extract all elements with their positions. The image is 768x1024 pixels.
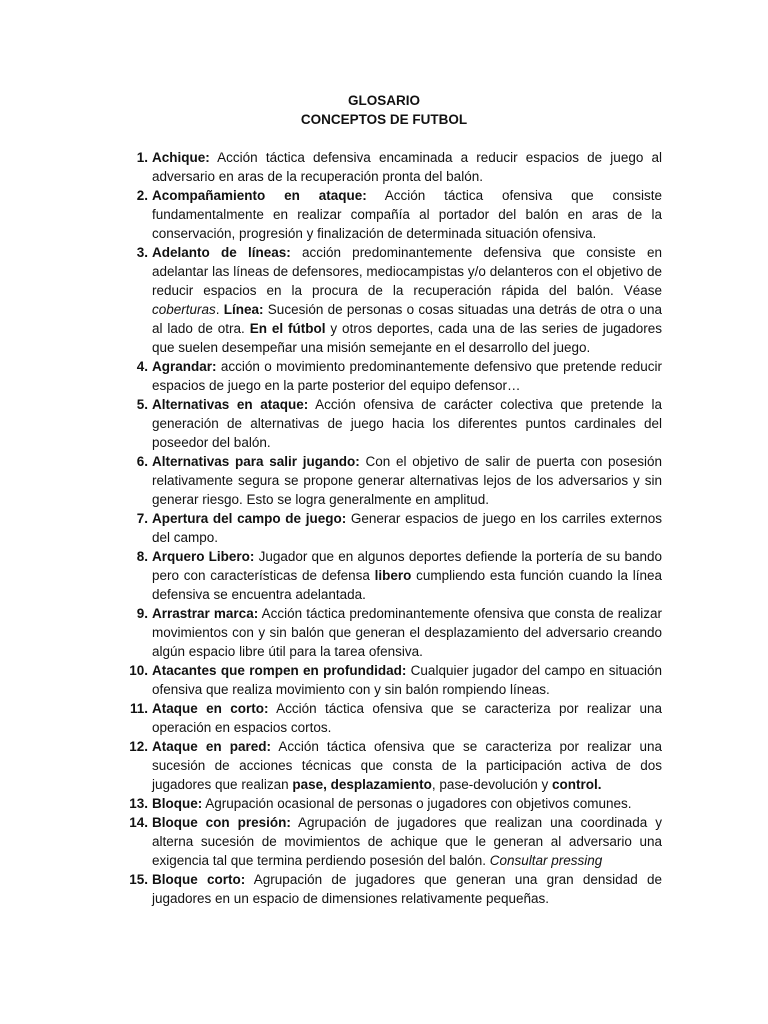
entry-number: 11. [129, 701, 148, 716]
entry-number: 1. [136, 150, 148, 165]
glossary-entry [112, 661, 662, 699]
entry-definition: acción predominantemente defensiva que consiste en adelantar las líneas de defensores, mediocampistas y/o delanteros con el objetivo de reducir espacios en la procura de la recuperación rápida del balón. Véase [152, 245, 662, 298]
glossary-entry [112, 148, 662, 186]
entry-term: Alternativas en ataque: [152, 397, 309, 412]
entry-definition: Con el objetivo de salir de puerta con posesión relativamente segura se propone generar alternativas lejos de los adversarios y sin generar riesgo. Esto se logra generalmente en amplitud. [152, 454, 662, 507]
glossary-entry [112, 509, 662, 547]
document-title: GLOSARIO [347, 93, 420, 108]
entry-term: control. [552, 777, 602, 792]
entry-number: 6. [136, 454, 148, 469]
entry-number: 13. [129, 796, 148, 811]
entry-term: Arrastrar marca: [152, 606, 259, 621]
entry-number: 3. [136, 245, 148, 260]
entry-definition: Acción táctica ofensiva que se caracteriza por realizar una sucesión de acciones técnicas que consta de la participación activa de dos jugadores que realizan [152, 739, 662, 792]
entry-definition: Generar espacios de juego en los carriles externos del campo. [152, 511, 663, 545]
glossary-entry [112, 737, 662, 794]
entry-term: Achique: [152, 150, 210, 165]
entry-term: Acompañamiento en ataque: [152, 188, 367, 203]
document-subtitle: CONCEPTOS DE FUTBOL [300, 112, 468, 127]
glossary-entry [112, 357, 662, 395]
entry-definition: Agrupación ocasional de personas o jugadores con objetivos comunes. [202, 796, 632, 811]
entry-number: 4. [136, 359, 148, 374]
glossary-entry [112, 813, 662, 870]
entry-term: Agrandar: [152, 359, 217, 374]
entry-definition: . [215, 302, 224, 317]
glossary-entry [112, 395, 662, 452]
entry-term: pase, desplazamiento [292, 777, 432, 792]
entry-number: 7. [136, 511, 148, 526]
glossary-entry [112, 452, 662, 509]
glossary-entry [112, 794, 662, 813]
glossary-entry [112, 186, 662, 243]
entry-number: 12. [129, 739, 148, 754]
entry-term: Ataque en pared: [152, 739, 271, 754]
entry-term: libero [374, 568, 412, 583]
glossary-list [112, 148, 662, 908]
entry-term: Atacantes que rompen en profundidad: [152, 663, 407, 678]
entry-term: Línea: [223, 302, 264, 317]
entry-number: 10. [129, 663, 148, 678]
glossary-entry [112, 699, 662, 737]
entry-definition: y otros deportes, cada una de las series de jugadores que suelen desempeñar una misión semejante en el desarrollo del juego. [152, 321, 662, 355]
glossary-entry [112, 870, 662, 908]
document-header [0, 91, 768, 129]
entry-term: Arquero Libero: [152, 549, 255, 564]
entry-italic-reference: Consultar pressing [489, 853, 603, 868]
entry-number: 15. [129, 872, 148, 887]
entry-term: Ataque en corto: [152, 701, 269, 716]
entry-term: En el fútbol [249, 321, 326, 336]
entry-definition: Agrupación de jugadores que realizan una coordinada y alterna sucesión de movimientos de achique que le generan al adversario una exigencia tal que termina perdiendo posesión del balón. [152, 815, 662, 868]
entry-definition: Jugador que en algunos deportes defiende la portería de su bando pero con características de defensa [152, 549, 662, 583]
glossary-entry [112, 604, 662, 661]
entry-definition: acción o movimiento predominantemente defensivo que pretende reducir espacios de juego en la parte posterior del equipo defensor… [152, 359, 662, 393]
entry-term: Alternativas para salir jugando: [152, 454, 360, 469]
entry-term: Adelanto de líneas: [152, 245, 291, 260]
entry-definition: Acción táctica ofensiva que se caracteriza por realizar una operación en espacios cortos. [152, 701, 662, 735]
entry-number: 5. [136, 397, 148, 412]
entry-number: 8. [136, 549, 148, 564]
entry-definition: Sucesión de personas o cosas situadas una detrás de otra o una al lado de otra. [152, 302, 662, 336]
entry-number: 14. [129, 815, 148, 830]
entry-number: 2. [136, 188, 148, 203]
entry-term: Bloque corto: [152, 872, 246, 887]
entry-definition: Acción táctica predominantemente ofensiva que consta de realizar movimientos con y sin balón que generan el desplazamiento del adversario creando algún espacio libre útil para la tarea ofensiva. [152, 606, 662, 659]
entry-term: Bloque: [152, 796, 203, 811]
entry-definition: cumpliendo esta función cuando la línea defensiva se encuentra adelantada. [152, 568, 662, 602]
glossary-entry [112, 243, 662, 357]
entry-definition: Cualquier jugador del campo en situación ofensiva que realiza movimiento con y sin balón rompiendo líneas. [152, 663, 662, 697]
entry-number: 9. [136, 606, 148, 621]
entry-definition: Acción táctica ofensiva que consiste fundamentalmente en realizar compañía al portador del balón en aras de la conservación, progresión y finalización de determinada situación ofensiva. [152, 188, 662, 241]
entry-definition: Acción ofensiva de carácter colectiva que pretende la generación de alternativas de juego hacia los diferentes puntos cardinales del poseedor del balón. [152, 397, 662, 450]
glossary-entry [112, 547, 662, 604]
entry-italic-reference: coberturas [152, 302, 216, 317]
entry-definition: Agrupación de jugadores que generan una gran densidad de jugadores en un espacio de dimensiones relativamente pequeñas. [152, 872, 662, 906]
entry-term: Apertura del campo de juego: [152, 511, 347, 526]
entry-definition: Acción táctica defensiva encaminada a reducir espacios de juego al adversario en aras de la recuperación pronta del balón. [152, 150, 662, 184]
entry-term: Bloque con presión: [152, 815, 291, 830]
entry-definition: , pase-devolución y [431, 777, 552, 792]
